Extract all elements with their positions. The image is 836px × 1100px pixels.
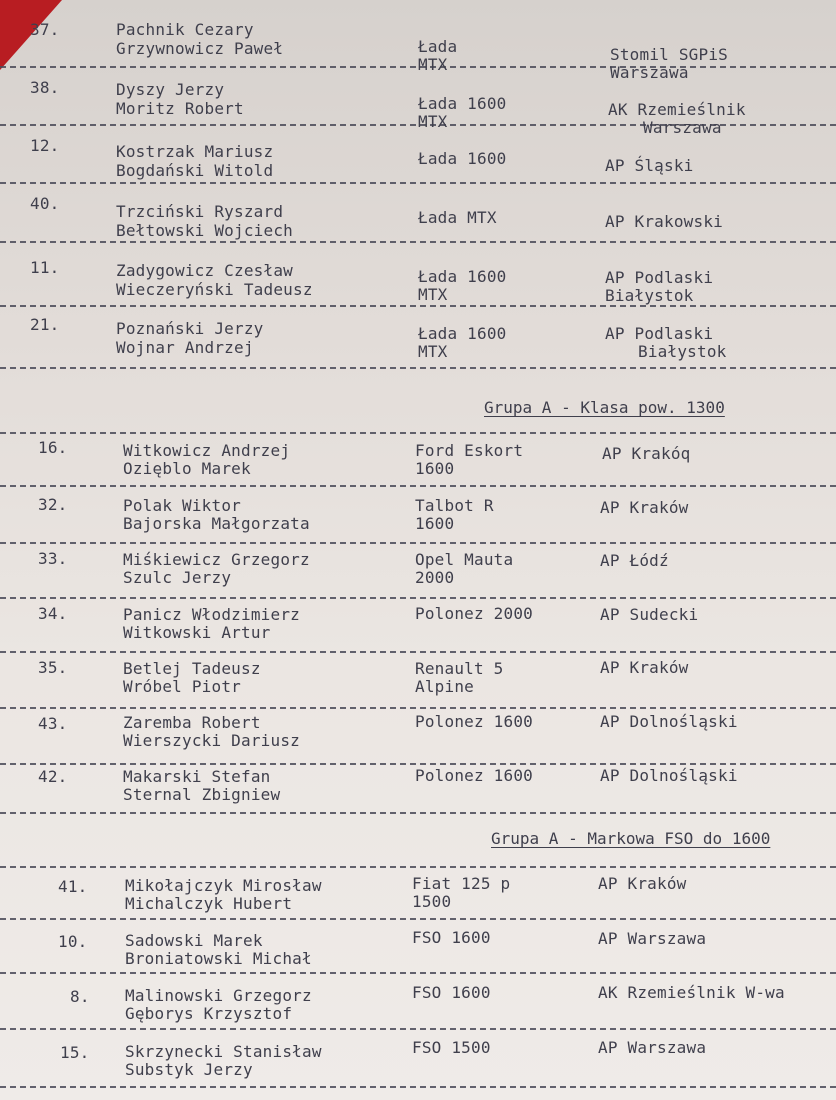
co-driver-name: Wojnar Andrzej <box>116 338 254 357</box>
row-divider <box>0 763 836 765</box>
co-driver-name: Substyk Jerzy <box>125 1060 253 1079</box>
car-class: MTX <box>418 112 448 131</box>
start-number: 8. <box>70 987 90 1006</box>
club-city: Warszawa <box>610 63 689 82</box>
club-city: Białystok <box>638 342 727 361</box>
co-driver-name: Sternal Zbigniew <box>123 785 281 804</box>
car-model: Polonez 2000 <box>415 604 533 623</box>
car-class: MTX <box>418 285 448 304</box>
car-model: Polonez 1600 <box>415 766 533 785</box>
car-class: Alpine <box>415 677 474 696</box>
car-model: FSO 1600 <box>412 928 491 947</box>
driver-name: Panicz Włodzimierz <box>123 605 300 624</box>
row-divider <box>0 866 836 868</box>
co-driver-name: Moritz Robert <box>116 99 244 118</box>
club-city: Białystok <box>605 286 694 305</box>
car-model: Łada 1600 <box>418 149 507 168</box>
driver-name: Skrzynecki Stanisław <box>125 1042 322 1061</box>
start-number: 16. <box>38 438 68 457</box>
club-name: AK Rzemieślnik <box>608 100 746 119</box>
car-class: MTX <box>418 55 448 74</box>
co-driver-name: Witkowski Artur <box>123 623 271 642</box>
co-driver-name: Bełtowski Wojciech <box>116 221 293 240</box>
club-name: AP Podlaski <box>605 268 714 287</box>
club-name: AP Śląski <box>605 156 694 175</box>
car-model: Łada 1600 <box>418 94 507 113</box>
club-name: AP Kraków <box>600 658 689 677</box>
row-divider <box>0 597 836 599</box>
driver-name: Sadowski Marek <box>125 931 263 950</box>
driver-name: Pachnik Cezary <box>116 20 254 39</box>
car-model: Ford Eskort <box>415 441 524 460</box>
car-class: 1600 <box>415 514 455 533</box>
driver-name: Polak Wiktor <box>123 496 241 515</box>
row-divider <box>0 542 836 544</box>
co-driver-name: Gęborys Krzysztof <box>125 1004 293 1023</box>
driver-name: Kostrzak Mariusz <box>116 142 274 161</box>
start-number: 38. <box>30 78 60 97</box>
row-divider <box>0 707 836 709</box>
group-heading: Grupa A - Markowa FSO do 1600 <box>491 829 771 848</box>
row-divider <box>0 485 836 487</box>
start-number: 40. <box>30 194 60 213</box>
co-driver-name: Broniatowski Michał <box>125 949 312 968</box>
car-model: Łada 1600 <box>418 267 507 286</box>
car-class: 2000 <box>415 568 455 587</box>
start-number: 35. <box>38 658 68 677</box>
start-number: 32. <box>38 495 68 514</box>
club-name: AP Dolnośląski <box>600 712 738 731</box>
co-driver-name: Bajorska Małgorzata <box>123 514 310 533</box>
start-number: 10. <box>58 932 88 951</box>
co-driver-name: Michalczyk Hubert <box>125 894 293 913</box>
driver-name: Zadygowicz Czesław <box>116 261 293 280</box>
row-divider <box>0 1028 836 1030</box>
club-city: Warszawa <box>643 118 722 137</box>
co-driver-name: Ozięblo Marek <box>123 459 251 478</box>
driver-name: Malinowski Grzegorz <box>125 986 312 1005</box>
row-divider <box>0 305 836 307</box>
car-model: Łada 1600 <box>418 324 507 343</box>
co-driver-name: Wróbel Piotr <box>123 677 241 696</box>
start-number: 42. <box>38 767 68 786</box>
car-model: Fiat 125 p <box>412 874 511 893</box>
row-divider <box>0 918 836 920</box>
club-name: AP Krakóq <box>602 444 691 463</box>
co-driver-name: Wieczeryński Tadeusz <box>116 280 313 299</box>
club-name: Stomil SGPiS <box>610 45 728 64</box>
row-divider <box>0 1086 836 1088</box>
start-number: 21. <box>30 315 60 334</box>
club-name: AP Kraków <box>598 874 687 893</box>
row-divider <box>0 972 836 974</box>
start-number: 15. <box>60 1043 90 1062</box>
car-model: Łada MTX <box>418 208 497 227</box>
start-number: 34. <box>38 604 68 623</box>
club-name: AP Warszawa <box>598 929 707 948</box>
car-class: MTX <box>418 342 448 361</box>
row-divider <box>0 651 836 653</box>
row-divider <box>0 241 836 243</box>
start-number: 33. <box>38 549 68 568</box>
row-divider <box>0 182 836 184</box>
co-driver-name: Grzywnowicz Paweł <box>116 39 284 58</box>
co-driver-name: Bogdański Witold <box>116 161 274 180</box>
car-model: Talbot R <box>415 496 494 515</box>
driver-name: Poznański Jerzy <box>116 319 264 338</box>
driver-name: Betlej Tadeusz <box>123 659 261 678</box>
start-number: 43. <box>38 714 68 733</box>
group-heading: Grupa A - Klasa pow. 1300 <box>484 398 725 417</box>
club-name: AP Łódź <box>600 551 669 570</box>
driver-name: Mikołajczyk Mirosław <box>125 876 322 895</box>
row-divider <box>0 432 836 434</box>
car-model: Opel Mauta <box>415 550 514 569</box>
driver-name: Miśkiewicz Grzegorz <box>123 550 310 569</box>
car-model: Łada <box>418 37 458 56</box>
car-model: FSO 1500 <box>412 1038 491 1057</box>
co-driver-name: Wierszycki Dariusz <box>123 731 300 750</box>
club-name: AP Kraków <box>600 498 689 517</box>
club-name: AP Dolnośląski <box>600 766 738 785</box>
car-model: Polonez 1600 <box>415 712 533 731</box>
car-model: FSO 1600 <box>412 983 491 1002</box>
driver-name: Witkowicz Andrzej <box>123 441 291 460</box>
club-name: AP Sudecki <box>600 605 699 624</box>
start-number: 11. <box>30 258 60 277</box>
start-number: 37. <box>30 20 60 39</box>
car-class: 1500 <box>412 892 452 911</box>
club-name: AP Warszawa <box>598 1038 707 1057</box>
row-divider <box>0 367 836 369</box>
club-name: AK Rzemieślnik W-wa <box>598 983 785 1002</box>
co-driver-name: Szulc Jerzy <box>123 568 232 587</box>
driver-name: Zaremba Robert <box>123 713 261 732</box>
start-number: 12. <box>30 136 60 155</box>
club-name: AP Podlaski <box>605 324 714 343</box>
club-name: AP Krakowski <box>605 212 723 231</box>
car-class: 1600 <box>415 459 455 478</box>
driver-name: Trzciński Ryszard <box>116 202 284 221</box>
row-divider <box>0 812 836 814</box>
start-number: 41. <box>58 877 88 896</box>
driver-name: Makarski Stefan <box>123 767 271 786</box>
car-model: Renault 5 <box>415 659 504 678</box>
driver-name: Dyszy Jerzy <box>116 80 225 99</box>
